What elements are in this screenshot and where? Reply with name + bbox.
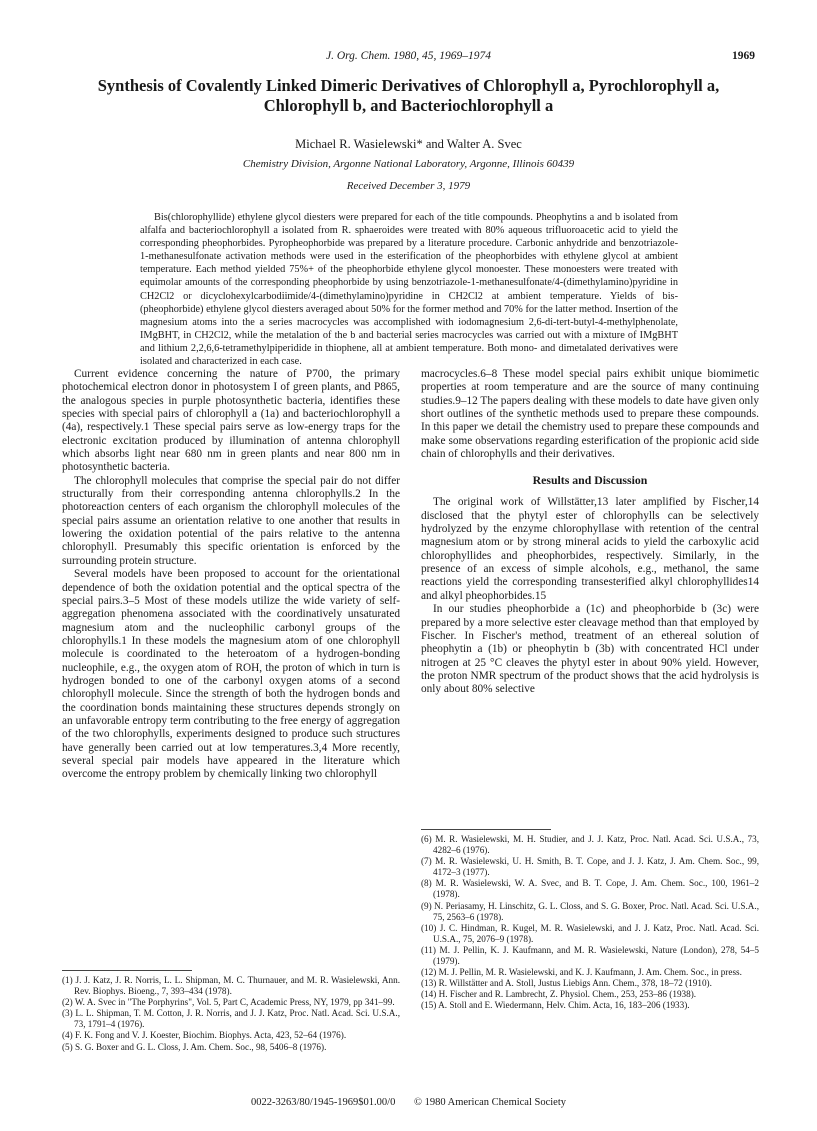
body-paragraph: In our studies pheophorbide a (1c) and pheophorbide b (3c) were prepared by a more selective ester cleavage method than that employed by Fischer. In Fischer's method, treatment of an ethereal solution of pheophytin a (1b) or pheophytin b (3b) with concentrated HCl under nitrogen at 25 °C cleaves the phytyl ester in about 90% yield. However, the proton NMR spectrum of the product shows that the acid hydrolysis is only about 80% selective — [421, 603, 759, 696]
body-paragraph: The chlorophyll molecules that comprise the special pair do not differ structurally from their corresponding antenna chlorophylls.2 In the photoreaction centers of each organism the chlorophyll molecules of the special pairs assume an orientation relative to one another that results in lowering the oxidation potential of the pairs relative to the antenna chlorophyll. Presumably this specific orientation is enforced by the surrounding protein structure. — [62, 474, 400, 567]
footnote: (9) N. Periasamy, H. Linschitz, G. L. Closs, and S. G. Boxer, Proc. Natl. Acad. Sci. U.S.A., 75, 2563–6 (1978). — [421, 900, 759, 922]
running-head — [62, 50, 755, 66]
journal-citation: J. Org. Chem. 1980, 45, 1969–1974 — [325, 50, 492, 62]
footnote: (11) M. J. Pellin, K. J. Kaufmann, and M. R. Wasielewski, Nature (London), 278, 54–5 (1979). — [421, 944, 759, 967]
page-footer — [62, 1097, 755, 1108]
right-column — [421, 368, 759, 697]
footnote-divider — [421, 829, 551, 830]
body-paragraph: The original work of Willstätter,13 later amplified by Fischer,14 disclosed that the phytyl ester of chlorophylls can be selectively hydrolyzed by the enzyme chlorophyllase with retention of the central magnesium atom or by strong mineral acids to yield the carboxylic acid chlorophyllides and pheophorbides, respectively. Similarly, in the presence of an excess of simple alcohols, e.g., methanol, the same reactions yield the corresponding transesterified alkyl chlorophyllides14 and alkyl pheophorbides.15 — [421, 496, 759, 602]
abstract: Bis(chlorophyllide) ethylene glycol diesters were prepared for each of the title compounds. Pheophytins a and b isolated from alfalfa and bacteriochlorophyll a isolated from R. sphaeroides were treated with 80% aqueous trifluoroacetic acid to yield the corresponding pheophorbides. Pyropheophorbide was prepared by a literature procedure. Carbonic anhydride and benzotriazole-1-methanesulfonate activation methods were used in the esterification of the pheophorbides with ethylene glycol at ambient temperature. Each method yielded 75%+ of the pheophorbide ethylene glycol monoester. These monoesters were treated with equimolar amounts of the corresponding pheophorbide by using benzotriazole-1-methanesulfonate/4-(dimethylamino)pyridine in CH2Cl2 or dicyclohexylcarbodiimide/4-(dimethylamino)pyridine in CH2Cl2 at ambient temperature. Yields of bis-(pheophorbide) ethylene glycol diesters averaged about 50% for the former method and 70% for the latter method. Insertion of the magnesium atoms into the a series macrocycles was accomplished with iodomagnesium 2,6-di-tert-butyl-4-methylphenolate, IMgBHT, in CH2Cl2, while the metalation of the b and bacterial series macrocycles was carried out with a mixture of IMgBHT and lithium 2,2,6,6-tetramethylpiperidide in thiophene, all at ambient temperature. Both mono- and dimetalated derivatives were isolated and characterized in each case. — [140, 212, 678, 368]
footnote: (7) M. R. Wasielewski, U. H. Smith, B. T. Cope, and J. J. Katz, J. Am. Chem. Soc., 99, 4172–3 (1977). — [421, 856, 759, 878]
footnote: (8) M. R. Wasielewski, W. A. Svec, and B. T. Cope, J. Am. Chem. Soc., 100, 1961–2 (1978). — [421, 878, 759, 900]
section-heading: Results and Discussion — [532, 473, 648, 488]
footnote: (2) W. A. Svec in "The Porphyrins", Vol. 5, Part C, Academic Press, NY, 1979, pp 341–99. — [62, 997, 395, 1008]
footnote: (4) F. K. Fong and V. J. Koester, Biochim. Biophys. Acta, 423, 52–64 (1976). — [62, 1030, 347, 1041]
affiliation: Chemistry Division, Argonne National Laboratory, Argonne, Illinois 60439 — [242, 158, 575, 170]
footnote: (3) L. L. Shipman, T. M. Cotton, J. R. Norris, and J. J. Katz, Proc. Natl. Acad. Sci. U.S.A., 73, 1791–4 (1976). — [62, 1008, 400, 1030]
footnote: (15) A. Stoll and E. Wiedermann, Helv. Chim. Acta, 16, 183–206 (1933). — [421, 1000, 690, 1011]
body-paragraph: Several models have been proposed to account for the orientational dependence of both the oxidation potential and the optical spectra of the special pairs.3–5 Most of these models utilize the wide variety of self-aggregation phenomena associated with the coordinatively unsaturated magnesium atom and the nucleophilic carbonyl groups of the chlorophylls.1 In these models the magnesium atom of one chlorophyll molecule is coordinated to the heteroatom of a hydrogen-bonding nucleophile, e.g., the oxygen atom of ROH, the proton of which in turn is hydrogen bonded to one of the carbonyl oxygen atoms of a second chlorophyll molecule. Since the strength of both the hydrogen bonds and the coordination bonds maintaining these structures depends strongly on an unfavorable entropy term contributing to the free energy of aggregation of the two chlorophylls, experiments designed to produce such structures have generally been carried out at low temperatures.3,4 More recently, several special pair models have appeared in the literature which overcome the entropy problem by chemically linking two chlorophyll — [62, 568, 400, 781]
page-number: 1969 — [732, 50, 755, 62]
left-footnotes — [62, 962, 400, 1053]
author-list: Michael R. Wasielewski* and Walter A. Svec — [295, 137, 522, 151]
footnote: (5) S. G. Boxer and G. L. Closs, J. Am. Chem. Soc., 98, 5406–8 (1976). — [62, 1041, 327, 1052]
publication-code: 0022-3263/80/1945-1969$01.00/0 — [250, 1097, 396, 1108]
right-footnotes — [421, 821, 759, 1012]
article-title: Synthesis of Covalently Linked Dimeric Derivatives of Chlorophyll a, Pyrochlorophyll a, Chlorophyll b, and Bacteriochlorophyll a — [97, 76, 720, 115]
footnote: (6) M. R. Wasielewski, M. H. Studier, and J. J. Katz, Proc. Natl. Acad. Sci. U.S.A., 73, 4282–6 (1976). — [421, 834, 759, 856]
footnote: (1) J. J. Katz, J. R. Norris, L. L. Shipman, M. C. Thurnauer, and M. R. Wasielewski, Ann. Rev. Biophys. Bioeng., 7, 393–434 (1978). — [62, 975, 400, 997]
footnote-divider — [62, 970, 192, 971]
body-paragraph: Current evidence concerning the nature of P700, the primary photochemical electron donor in photosystem I of green plants, and P865, the analogous species in purple photosynthetic bacteria, identifies these species with special pairs of chlorophyll a (1a) and bacteriochlorophyll a (4a), respectively.1 These special pairs serve as low-energy traps for the electronic excitation produced by illumination of antenna chlorophyll which absorbs light near 680 nm in green plants and near 800 nm in photosynthetic bacteria. — [62, 368, 400, 474]
body-paragraph: macrocycles.6–8 These model special pairs exhibit unique biomimetic properties at room temperature and are the source of many continuing studies.9–12 The papers dealing with these models to date have given only short outlines of the synthetic methods used to prepare these compounds. In this paper we detail the chemistry used to prepare these compounds and make some observations regarding esterification of the propionic acid side chain of chlorophylls and their derivatives. — [421, 368, 759, 461]
footnote: (13) R. Willstätter and A. Stoll, Justus Liebigs Ann. Chem., 378, 18–72 (1910). — [421, 978, 712, 989]
footnote: (12) M. J. Pellin, M. R. Wasielewski, and K. J. Kaufmann, J. Am. Chem. Soc., in press. — [421, 967, 742, 978]
footnote: (10) J. C. Hindman, R. Kugel, M. R. Wasielewski, and J. J. Katz, Proc. Natl. Acad. Sci. U.S.A., 75, 2076–9 (1978). — [421, 922, 759, 944]
copyright: © 1980 American Chemical Society — [413, 1097, 567, 1108]
footnote: (14) H. Fischer and R. Lambrecht, Z. Physiol. Chem., 253, 253–86 (1938). — [421, 989, 697, 1000]
left-column — [62, 368, 400, 782]
received-date: Received December 3, 1979 — [346, 180, 471, 192]
